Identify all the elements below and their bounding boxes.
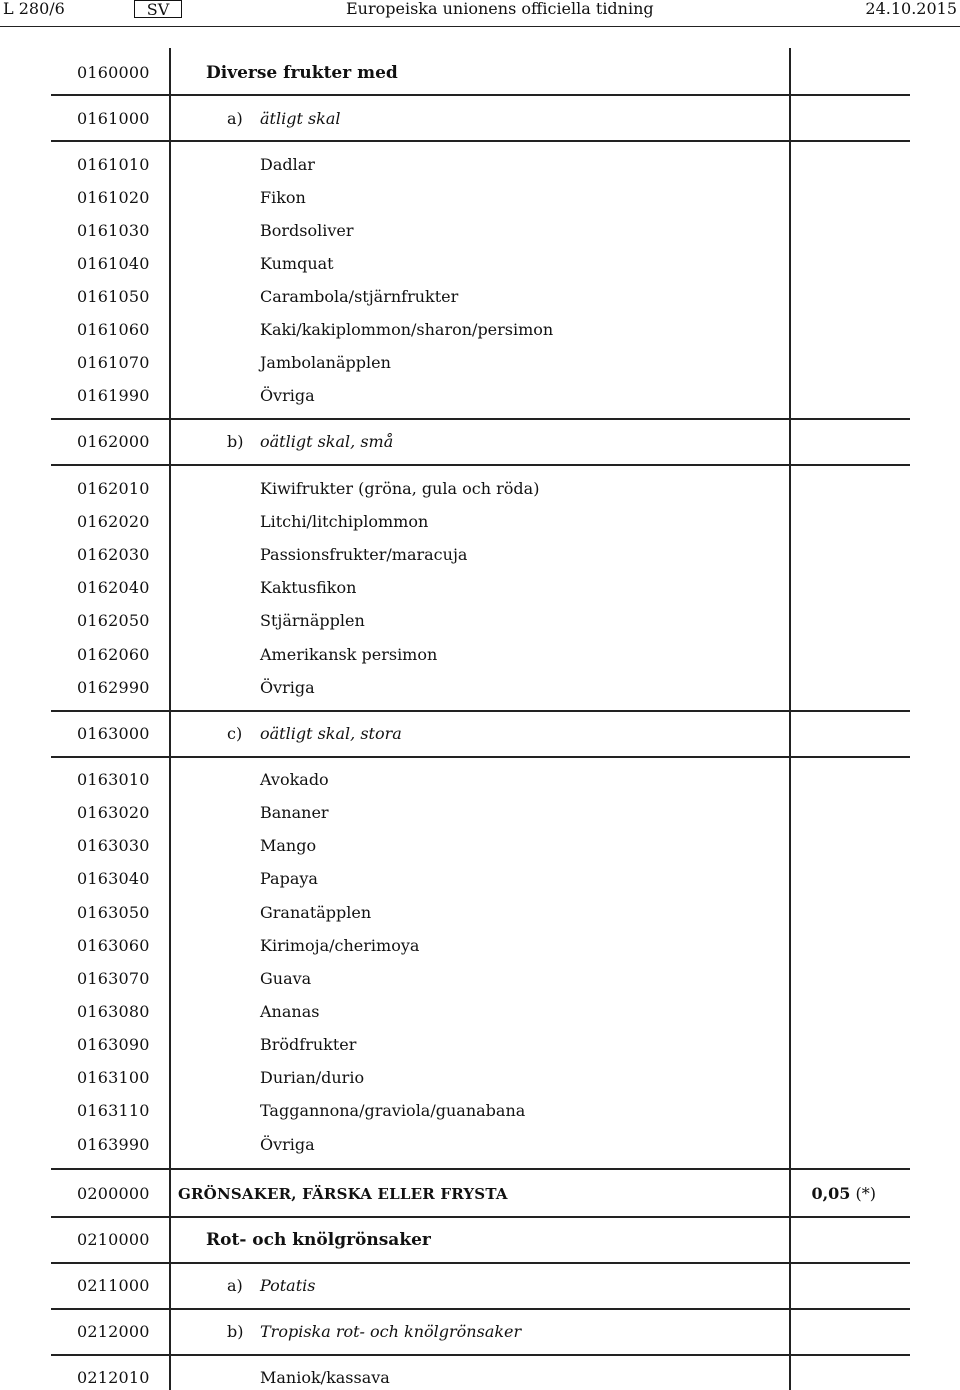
table-row [51,320,910,350]
table-row [51,432,910,466]
product-code: 0163020 [77,803,150,822]
subgroup-label: Tropiska rot- och knölgrönsaker [260,1322,522,1341]
journal-title: Europeiska unionens officiella tidning [346,0,654,18]
product-code: 0163100 [77,1068,150,1087]
product-code: 0210000 [77,1230,150,1249]
subgroup-label: oätligt skal, små [260,432,394,451]
table-row [51,724,910,758]
product-name: Granatäpplen [260,903,372,922]
product-code: 0163060 [77,936,150,955]
product-code: 0163990 [77,1135,150,1154]
table-row [51,1035,910,1065]
table-row [51,869,910,899]
product-code: 0162050 [77,611,150,630]
product-name: Brödfrukter [260,1035,357,1054]
table-row [51,1068,910,1098]
subgroup-label: ätligt skal [260,109,341,128]
product-name: Litchi/litchiplommon [260,512,429,531]
table-row-divider [51,1168,910,1170]
table-row [51,969,910,999]
product-name: Durian/durio [260,1068,365,1087]
table-row [51,287,910,317]
product-code: 0163080 [77,1002,150,1021]
page-reference: L 280/6 [3,0,65,18]
header-divider [0,26,960,27]
table-row [51,936,910,966]
product-code: 0161070 [77,353,150,372]
table-row [51,1184,910,1218]
subgroup-label: Potatis [260,1276,316,1295]
mrl-value [811,1184,876,1204]
table-row [51,1002,910,1032]
table-row [51,1368,910,1390]
product-name: Övriga [260,1135,315,1154]
product-code: 0212000 [77,1322,150,1341]
table-row [51,578,910,608]
product-name: Övriga [260,678,315,697]
table-row [51,155,910,185]
subgroup-marker: a) [227,1276,243,1295]
product-code: 0163010 [77,770,150,789]
product-name: Maniok/kassava [260,1368,390,1387]
product-name: Guava [260,969,312,988]
footnote-marker: (*) [855,1184,876,1203]
mrl-table [51,48,910,1390]
table-row [51,221,910,251]
product-name: Bordsoliver [260,221,354,240]
product-code: 0163030 [77,836,150,855]
language-badge: SV [134,0,182,18]
table-row [51,386,910,420]
table-row [51,770,910,800]
product-name: Kumquat [260,254,334,273]
group-heading: Rot- och knölgrönsaker [206,1230,431,1250]
product-code: 0161010 [77,155,150,174]
product-name: Stjärnäpplen [260,611,365,630]
product-code: 0162060 [77,645,150,664]
table-row [51,645,910,675]
table-row [51,1135,910,1165]
table-row [51,1322,910,1356]
page-header [0,0,960,22]
product-code: 0163040 [77,869,150,888]
publication-date: 24.10.2015 [865,0,957,18]
product-name: Fikon [260,188,306,207]
product-code: 0162040 [77,578,150,597]
product-name: Kiwifrukter (gröna, gula och röda) [260,479,540,498]
table-row [51,188,910,218]
product-code: 0211000 [77,1276,150,1295]
subgroup-marker: b) [227,1322,244,1341]
product-code: 0161990 [77,386,150,405]
table-row [51,512,910,542]
product-code: 0163000 [77,724,150,743]
product-code: 0162020 [77,512,150,531]
product-name: Övriga [260,386,315,405]
table-row [51,836,910,866]
table-row [51,1276,910,1310]
table-row [51,678,910,712]
table-row [51,903,910,933]
product-name: Amerikansk persimon [260,645,438,664]
product-name: Kirimoja/cherimoya [260,936,420,955]
product-name: Taggannona/graviola/guanabana [260,1101,526,1120]
table-row [51,109,910,142]
product-code: 0163090 [77,1035,150,1054]
table-row [51,545,910,575]
mrl-number: 0,05 [811,1184,851,1203]
product-code: 0163070 [77,969,150,988]
table-row [51,353,910,383]
product-name: Papaya [260,869,318,888]
product-name: Kaki/kakiplommon/sharon/persimon [260,320,554,339]
category-heading: GRÖNSAKER, FÄRSKA ELLER FRYSTA [178,1185,508,1203]
subgroup-label: oätligt skal, stora [260,724,402,743]
product-name: Carambola/stjärnfrukter [260,287,459,306]
product-name: Ananas [260,1002,320,1021]
product-name: Bananer [260,803,329,822]
product-code: 0161050 [77,287,150,306]
product-code: 0163110 [77,1101,150,1120]
product-name: Passionsfrukter/maracuja [260,545,468,564]
product-name: Mango [260,836,317,855]
product-code: 0161040 [77,254,150,273]
table-row [51,479,910,509]
product-code: 0161000 [77,109,150,128]
table-row [51,63,910,96]
product-code: 0162000 [77,432,150,451]
product-code: 0162010 [77,479,150,498]
product-name: Kaktusfikon [260,578,357,597]
product-code: 0161030 [77,221,150,240]
table-row [51,1230,910,1264]
subgroup-marker: b) [227,432,244,451]
product-code: 0163050 [77,903,150,922]
product-code: 0160000 [77,63,150,82]
group-heading: Diverse frukter med [206,63,398,83]
product-code: 0162990 [77,678,150,697]
product-code: 0200000 [77,1184,150,1203]
product-name: Jambolanäpplen [260,353,391,372]
subgroup-marker: a) [227,109,243,128]
product-code: 0161020 [77,188,150,207]
table-row [51,254,910,284]
subgroup-marker: c) [227,724,243,743]
table-row [51,803,910,833]
product-code: 0212010 [77,1368,150,1387]
table-row [51,611,910,641]
product-name: Dadlar [260,155,315,174]
table-row [51,1101,910,1131]
product-code: 0161060 [77,320,150,339]
product-name: Avokado [260,770,329,789]
product-code: 0162030 [77,545,150,564]
